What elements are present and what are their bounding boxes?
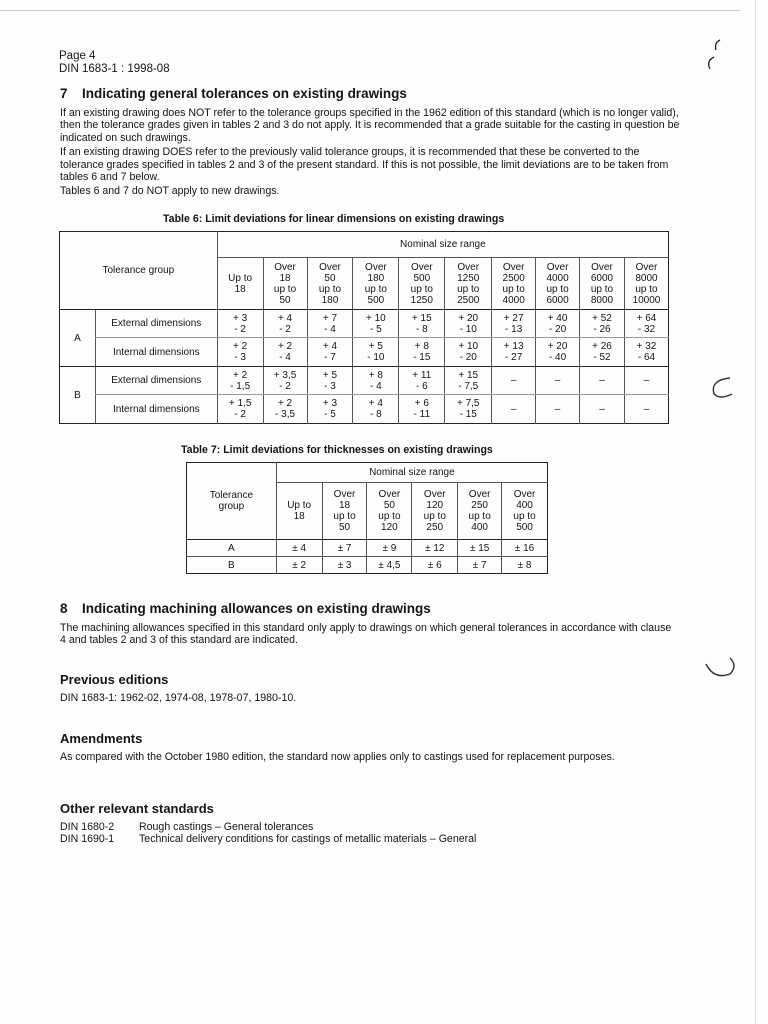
thickness-deviation-cell: ± 16	[502, 540, 548, 557]
standard-reference: DIN 1690-1 Technical delivery conditions for castings of metallic materials – General	[60, 833, 477, 846]
deviation-cell: + 5 - 3	[307, 367, 353, 395]
table-7-column-header: Over 50 up to 120	[367, 483, 412, 540]
table-6-column-header: Over 6000 up to 8000	[580, 258, 625, 310]
tolerance-group-cell: A	[187, 540, 277, 557]
tolerance-group-cell: A	[60, 310, 96, 367]
punch-hole-mark-icon	[700, 652, 740, 686]
thickness-deviation-cell: ± 7	[322, 540, 367, 557]
dimension-type-cell: External dimensions	[95, 367, 217, 395]
deviation-cell: + 2 - 3,5	[263, 395, 307, 424]
deviation-cell: –	[536, 367, 580, 395]
thickness-deviation-cell: ± 8	[502, 557, 548, 574]
deviation-cell: –	[492, 367, 536, 395]
deviation-cell: + 27 - 13	[492, 310, 536, 338]
deviation-cell: + 1,5 - 2	[217, 395, 263, 424]
table-6-column-header: Over 4000 up to 6000	[536, 258, 580, 310]
tolerance-group-header: Tolerance group	[60, 232, 218, 310]
deviation-cell: + 3 - 2	[217, 310, 263, 338]
table-6-column-header: Over 180 up to 500	[353, 258, 399, 310]
deviation-cell: + 4 - 2	[263, 310, 307, 338]
page-header	[59, 50, 170, 76]
table-6-column-header: Up to 18	[217, 258, 263, 310]
table-row	[60, 367, 669, 395]
deviation-cell: + 6 - 11	[399, 395, 445, 424]
thickness-deviation-cell: ± 7	[458, 557, 502, 574]
table-7-range-header: Nominal size range	[276, 463, 547, 483]
deviation-cell: + 52 - 26	[580, 310, 625, 338]
deviation-cell: + 32 - 64	[624, 338, 668, 367]
tolerance-group-cell: B	[60, 367, 96, 424]
table-7-column-header: Up to 18	[276, 483, 322, 540]
section-7	[60, 86, 680, 198]
amendments-text: As compared with the October 1980 edition, the standard now applies only to castings used for replacement purposes.	[60, 751, 615, 763]
deviation-cell: + 7,5 - 15	[445, 395, 492, 424]
section-7-paragraph-3: Tables 6 and 7 do NOT apply to new drawings.	[60, 185, 280, 198]
previous-editions-heading: Previous editions	[60, 672, 169, 687]
deviation-cell: –	[536, 395, 580, 424]
deviation-cell: + 4 - 8	[353, 395, 399, 424]
deviation-cell: + 15 - 8	[399, 310, 445, 338]
table-7-column-header: Over 120 up to 250	[412, 483, 458, 540]
other-relevant-standards	[60, 801, 680, 846]
standard-reference: DIN 1680-2 Rough castings – General tolerances	[60, 821, 314, 833]
deviation-cell: + 2 - 4	[263, 338, 307, 367]
thickness-deviation-cell: ± 2	[276, 557, 322, 574]
deviation-cell: + 10 - 20	[445, 338, 492, 367]
deviation-cell: –	[624, 367, 668, 395]
table-row	[60, 338, 669, 367]
previous-editions	[60, 672, 680, 704]
nominal-size-range-header: Nominal size range	[217, 232, 668, 258]
amendments	[60, 731, 678, 763]
deviation-cell: + 20 - 10	[445, 310, 492, 338]
section-7-paragraph-2: If an existing drawing DOES refer to the previously valid tolerance groups, it is recommended that these be converted to the tolerance grades specified in tables 2 and 3 of the present standard. If this is not possible, the limit deviations are to be taken from tables 6 and 7 below.	[60, 146, 669, 184]
deviation-cell: + 40 - 20	[536, 310, 580, 338]
deviation-cell: + 20 - 40	[536, 338, 580, 367]
table-7	[186, 462, 548, 574]
table-row	[60, 310, 669, 338]
table-6-column-header: Over 2500 up to 4000	[492, 258, 536, 310]
deviation-cell: + 5 - 10	[353, 338, 399, 367]
table-6-column-header: Over 18 up to 50	[263, 258, 307, 310]
table-6	[59, 231, 669, 424]
page-number: Page 4	[59, 50, 96, 62]
deviation-cell: + 3,5 - 2	[263, 367, 307, 395]
table-7-column-header: Over 18 up to 50	[322, 483, 367, 540]
table-6-column-header: Over 8000 up to 10000	[624, 258, 668, 310]
amendments-heading: Amendments	[60, 731, 143, 746]
table-row	[187, 540, 548, 557]
deviation-cell: + 26 - 52	[580, 338, 625, 367]
thickness-deviation-cell: ± 4	[276, 540, 322, 557]
table-6-caption: Table 6: Limit deviations for linear dimensions on existing drawings	[163, 213, 505, 225]
deviation-cell: –	[580, 367, 625, 395]
deviation-cell: + 10 - 5	[353, 310, 399, 338]
deviation-cell: –	[624, 395, 668, 424]
dimension-type-cell: Internal dimensions	[95, 395, 217, 424]
thickness-deviation-cell: ± 3	[322, 557, 367, 574]
table-7-column-header: Over 250 up to 400	[458, 483, 502, 540]
table-7-group-header: Tolerance group	[187, 463, 277, 540]
scan-edge-line	[0, 10, 740, 11]
deviation-cell: + 8 - 15	[399, 338, 445, 367]
section-8-paragraph: The machining allowances specified in this standard only apply to drawings on which general tolerances in accordance with clause 4 and tables 2 and 3 of this standard are indicated.	[60, 622, 672, 647]
thickness-deviation-cell: ± 4,5	[367, 557, 412, 574]
deviation-cell: + 8 - 4	[353, 367, 399, 395]
deviation-cell: + 2 - 3	[217, 338, 263, 367]
punch-hole-mark-icon	[702, 372, 742, 404]
tolerance-group-cell: B	[228, 559, 235, 571]
table-row	[187, 557, 548, 574]
section-7-paragraph-1: If an existing drawing does NOT refer to the tolerance groups specified in the 1962 edition of this standard (which is no longer valid), then the tolerance grades given in tables 2 and 3 do not apply. It is recommended that a grade suitable for the casting in question be indicated on such drawings.	[60, 107, 680, 144]
other-standards-list	[60, 821, 680, 846]
deviation-cell: + 15 - 7,5	[445, 367, 492, 395]
deviation-cell: + 64 - 32	[624, 310, 668, 338]
document-id: DIN 1683-1 : 1998-08	[59, 63, 170, 75]
dimension-type-cell: Internal dimensions	[95, 338, 217, 367]
table-7-column-header: Over 400 up to 500	[502, 483, 548, 540]
deviation-cell: + 3 - 5	[307, 395, 353, 424]
table-row	[60, 395, 669, 424]
dimension-type-cell: External dimensions	[95, 310, 217, 338]
table-6-column-header: Over 1250 up to 2500	[445, 258, 492, 310]
thickness-deviation-cell: ± 15	[458, 540, 502, 557]
deviation-cell: + 11 - 6	[399, 367, 445, 395]
thickness-deviation-cell: ± 9	[367, 540, 412, 557]
other-standards-heading: Other relevant standards	[60, 801, 214, 816]
section-8	[60, 601, 678, 647]
deviation-cell: –	[492, 395, 536, 424]
previous-editions-text: DIN 1683-1: 1962-02, 1974-08, 1978-07, 1980-10.	[60, 692, 297, 704]
section-8-heading: 8 Indicating machining allowances on existing drawings	[60, 601, 431, 616]
deviation-cell: + 4 - 7	[307, 338, 353, 367]
thickness-deviation-cell: ± 12	[412, 540, 458, 557]
scan-edge-line-right	[755, 0, 756, 1024]
deviation-cell: + 2 - 1,5	[217, 367, 263, 395]
pen-mark-icon	[700, 35, 730, 80]
deviation-cell: + 7 - 4	[307, 310, 353, 338]
deviation-cell: + 13 - 27	[492, 338, 536, 367]
section-7-heading: 7 Indicating general tolerances on existing drawings	[60, 86, 407, 101]
deviation-cell: –	[580, 395, 625, 424]
thickness-deviation-cell: ± 6	[412, 557, 458, 574]
table-6-column-header: Over 500 up to 1250	[399, 258, 445, 310]
table-6-column-header: Over 50 up to 180	[307, 258, 353, 310]
table-7-caption: Table 7: Limit deviations for thicknesses on existing drawings	[181, 444, 493, 456]
